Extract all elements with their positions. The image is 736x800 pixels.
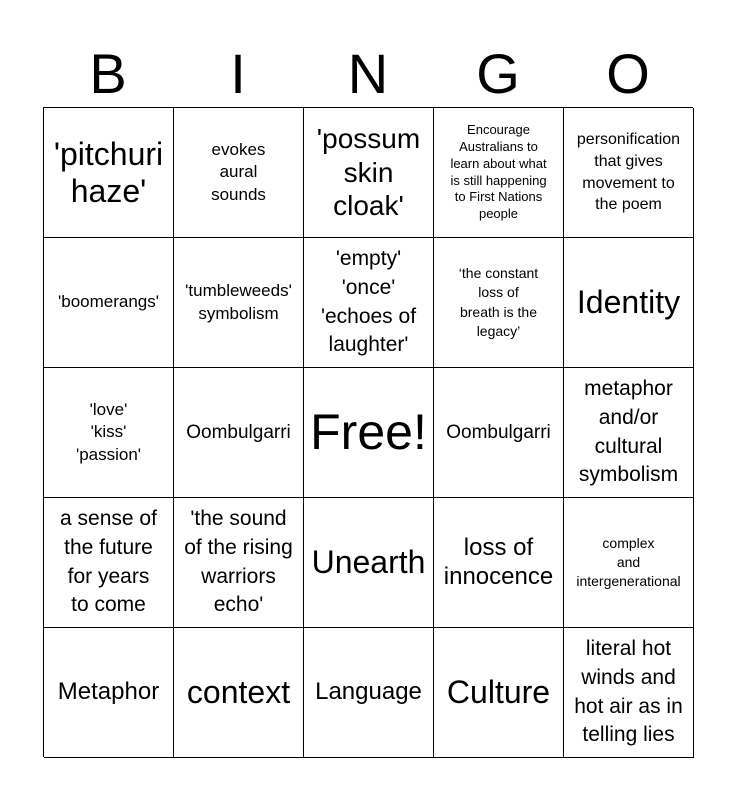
header-letter-g: G (476, 42, 520, 105)
bingo-cell-r1c5[interactable]: personification that gives movement to the poem (564, 108, 694, 238)
bingo-cell-r1c3[interactable]: 'possum skin cloak' (304, 108, 434, 238)
bingo-cell-r4c2[interactable]: 'the sound of the rising warriors echo' (174, 498, 304, 628)
bingo-cell-r4c1[interactable]: a sense of the future for years to come (44, 498, 174, 628)
bingo-cell-r2c1[interactable]: 'boomerangs' (44, 238, 174, 368)
bingo-cell-r5c1[interactable]: Metaphor (44, 628, 174, 758)
bingo-cell-r2c3[interactable]: 'empty' 'once' 'echoes of laughter' (304, 238, 434, 368)
bingo-header (43, 40, 693, 108)
bingo-board (43, 107, 693, 757)
bingo-cell-r5c3[interactable]: Language (304, 628, 434, 758)
bingo-cell-r2c2[interactable]: 'tumbleweeds' symbolism (174, 238, 304, 368)
bingo-cell-r1c4[interactable]: Encourage Australians to learn about what is still happening to First Nations people (434, 108, 564, 238)
bingo-cell-r2c5[interactable]: Identity (564, 238, 694, 368)
header-letter-i: I (230, 42, 246, 105)
bingo-cell-r3c4[interactable]: Oombulgarri (434, 368, 564, 498)
bingo-cell-r1c2[interactable]: evokes aural sounds (174, 108, 304, 238)
header-letter-b: B (89, 42, 127, 105)
bingo-cell-r4c3[interactable]: Unearth (304, 498, 434, 628)
bingo-cell-r3c1[interactable]: 'love' 'kiss' 'passion' (44, 368, 174, 498)
bingo-cell-r4c5[interactable]: complex and intergenerational (564, 498, 694, 628)
bingo-cell-r5c2[interactable]: context (174, 628, 304, 758)
bingo-cell-r5c5[interactable]: literal hot winds and hot air as in telling lies (564, 628, 694, 758)
bingo-cell-r4c4[interactable]: loss of innocence (434, 498, 564, 628)
bingo-cell-r5c4[interactable]: Culture (434, 628, 564, 758)
bingo-cell-r1c1[interactable]: 'pitchuri haze' (44, 108, 174, 238)
bingo-cell-r2c4[interactable]: ‘the constant loss of breath is the legacy’ (434, 238, 564, 368)
bingo-cell-r3c5[interactable]: metaphor and/or cultural symbolism (564, 368, 694, 498)
header-letter-n: N (347, 42, 389, 105)
header-letter-o: O (606, 42, 650, 105)
bingo-cell-free[interactable]: Free! (304, 368, 434, 498)
bingo-cell-r3c2[interactable]: Oombulgarri (174, 368, 304, 498)
